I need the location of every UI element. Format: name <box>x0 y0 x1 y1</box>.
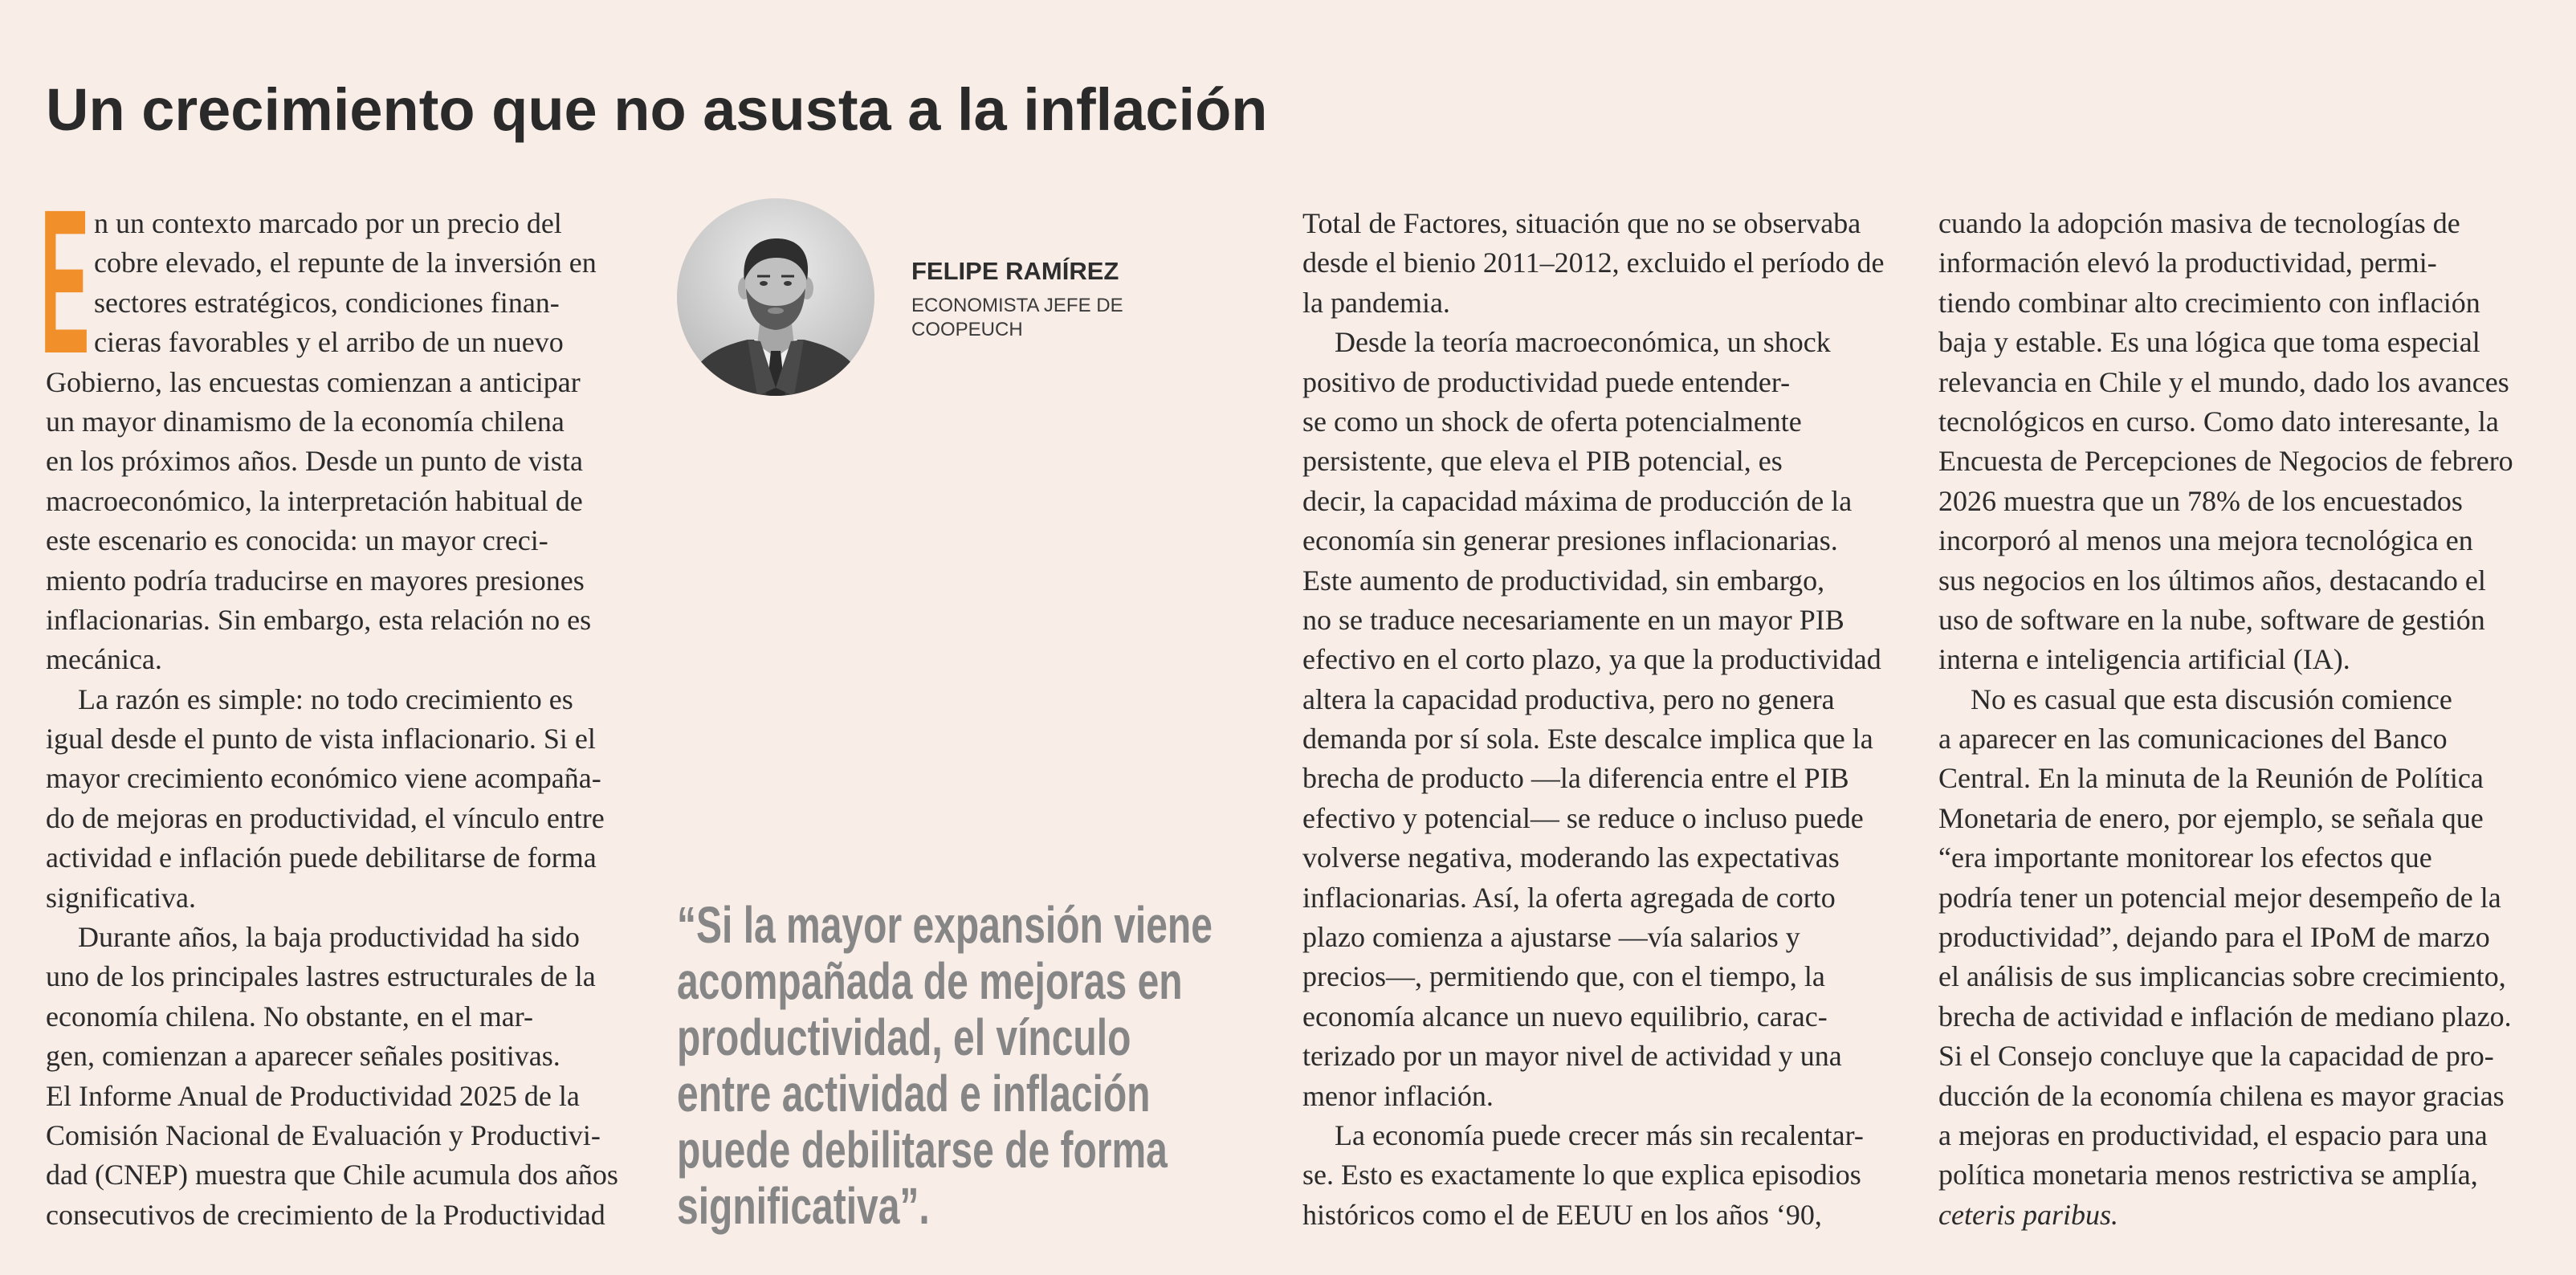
body-line: sus negocios en los últimos años, destacando el <box>1938 564 2486 597</box>
body-line: miento podría traducirse en mayores presiones <box>46 564 585 597</box>
body-line: efectivo en el corto plazo, ya que la productividad <box>1302 643 1881 676</box>
body-line: política monetaria menos restrictiva se amplía, <box>1938 1159 2478 1191</box>
body-line: no se traduce necesariamente en un mayor PIB <box>1302 603 1844 636</box>
body-line: tiendo combinar alto crecimiento con inflación <box>1938 286 2480 319</box>
body-line: relevancia en Chile y el mundo, dado los avances <box>1938 365 2509 398</box>
body-line: plazo comienza a ajustarse —vía salarios y <box>1302 921 1800 954</box>
body-paragraph <box>1938 680 2549 1235</box>
mouth <box>768 308 784 314</box>
body-line: “era importante monitorear los efectos que <box>1938 841 2432 874</box>
body-line: economía chilena. No obstante, en el mar- <box>46 1000 534 1033</box>
body-line: desde el bienio 2011–2012, excluido el período de <box>1302 246 1885 279</box>
body-paragraph <box>46 204 640 680</box>
body-line: demanda por sí sola. Este descalce implica que la <box>1302 723 1873 756</box>
body-line: históricos como el de EEUU en los años ‘90, <box>1302 1198 1822 1231</box>
body-line: uso de software en la nube, software de gestión <box>1938 603 2485 636</box>
pull-quote-line: puede debilitarse de forma <box>677 1121 1168 1179</box>
body-line: información elevó la productividad, permi- <box>1938 246 2437 279</box>
body-line: a aparecer en las comunicaciones del Banco <box>1938 723 2448 756</box>
pull-quote-line: significativa”. <box>677 1177 930 1235</box>
body-line: podría tener un potencial mejor desempeño de la <box>1938 881 2501 914</box>
body-line: macroeconómico, la interpretación habitual de <box>46 484 583 517</box>
author-portrait <box>677 198 874 396</box>
body-line: efectivo y potencial— se reduce o incluso puede <box>1302 801 1864 834</box>
body-line: La economía puede crecer más sin recalentar- <box>1335 1118 1864 1151</box>
author-role-line: ECONOMISTA JEFE DE <box>911 295 1123 316</box>
body-line: do de mejoras en productividad, el vínculo entre <box>46 801 605 834</box>
body-line: Gobierno, las encuestas comienzan a anticipar <box>46 365 581 398</box>
body-line: 2026 muestra que un 78% de los encuestados <box>1938 484 2463 517</box>
body-line: la pandemia. <box>1302 286 1450 319</box>
body-line: este escenario es conocida: un mayor creci- <box>46 524 548 557</box>
body-line: inflacionarias. Así, la oferta agregada de corto <box>1302 881 1836 914</box>
body-line: La razón es simple: no todo crecimiento es <box>78 682 573 715</box>
left-eye <box>760 281 768 286</box>
body-line: menor inflación. <box>1302 1079 1494 1112</box>
body-line: se como un shock de oferta potencialmente <box>1302 405 1802 438</box>
body-paragraph <box>46 918 640 1235</box>
body-line: el análisis de sus implicancias sobre crecimiento, <box>1938 960 2506 993</box>
body-line: incorporó al menos una mejora tecnológica en <box>1938 524 2473 557</box>
body-line: a mejoras en productividad, el espacio para una <box>1938 1118 2488 1151</box>
body-column-2 <box>1302 204 1913 1235</box>
body-line: mayor crecimiento económico viene acompaña- <box>46 762 601 795</box>
body-line: un mayor dinamismo de la economía chilena <box>46 405 565 438</box>
body-line: Desde la teoría macroeconómica, un shock <box>1335 326 1831 359</box>
body-line: productividad”, dejando para el IPoM de marzo <box>1938 921 2490 954</box>
body-paragraph <box>1302 323 1913 1116</box>
body-line: sectores estratégicos, condiciones finan- <box>94 286 560 319</box>
body-line: ducción de la economía chilena es mayor gracias <box>1938 1079 2505 1112</box>
body-line: cieras favorables y el arribo de un nuevo <box>94 326 564 359</box>
body-line: baja y estable. Es una lógica que toma especial <box>1938 326 2480 359</box>
body-line: brecha de actividad e inflación de mediano plazo. <box>1938 1000 2512 1033</box>
body-line: igual desde el punto de vista inflacionario. Si el <box>46 723 596 756</box>
body-line: tecnológicos en curso. Como dato interesante, la <box>1938 405 2499 438</box>
body-line: Este aumento de productividad, sin embargo, <box>1302 564 1825 597</box>
body-line: positivo de productividad puede entender- <box>1302 365 1791 398</box>
body-line: n un contexto marcado por un precio del <box>94 207 562 239</box>
body-line: No es casual que esta discusión comience <box>1971 682 2452 715</box>
body-line: mecánica. <box>46 643 162 676</box>
body-line: dad (CNEP) muestra que Chile acumula dos años <box>46 1159 618 1191</box>
body-line: Durante años, la baja productividad ha sido <box>78 921 580 954</box>
author-role <box>911 294 1123 342</box>
author-name: FELIPE RAMÍREZ <box>911 257 1119 285</box>
article-title: Un crecimiento que no asusta a la inflación <box>46 75 1268 143</box>
body-line: precios—, permitiendo que, con el tiempo, la <box>1302 960 1825 993</box>
body-paragraph <box>1302 204 1913 323</box>
body-line: Encuesta de Percepciones de Negocios de febrero <box>1938 445 2513 478</box>
pull-quote-line: productividad, el vínculo <box>677 1008 1131 1066</box>
pull-quote-line: entre actividad e inflación <box>677 1065 1151 1122</box>
pull-quote-line: “Si la mayor expansión viene <box>677 896 1213 954</box>
body-line: cobre elevado, el repunte de la inversión en <box>94 246 597 279</box>
body-paragraph <box>1302 1116 1913 1235</box>
author-photo <box>677 198 874 396</box>
body-line: persistente, que eleva el PIB potencial, es <box>1302 445 1783 478</box>
body-line: interna e inteligencia artificial (IA). <box>1938 643 2350 676</box>
body-column-1 <box>46 204 640 1235</box>
body-line: se. Esto es exactamente lo que explica episodios <box>1302 1159 1861 1191</box>
body-line: actividad e inflación puede debilitarse de forma <box>46 841 597 874</box>
body-line: economía sin generar presiones inflacionarias. <box>1302 524 1838 557</box>
body-line: brecha de producto —la diferencia entre el PIB <box>1302 762 1849 795</box>
body-line: uno de los principales lastres estructurales de la <box>46 960 596 993</box>
body-line: economía alcance un nuevo equilibrio, carac- <box>1302 1000 1828 1033</box>
body-line: Total de Factores, situación que no se observaba <box>1302 207 1861 239</box>
body-line: Monetaria de enero, por ejemplo, se señala que <box>1938 801 2484 834</box>
body-line: Comisión Nacional de Evaluación y Productivi- <box>46 1118 601 1151</box>
body-line: decir, la capacidad máxima de producción de la <box>1302 484 1853 517</box>
drop-cap: E <box>40 167 90 397</box>
body-line: en los próximos años. Desde un punto de vista <box>46 445 583 478</box>
pull-quote <box>677 897 1213 1234</box>
body-paragraph <box>46 680 640 918</box>
body-line: Si el Consejo concluye que la capacidad de pro- <box>1938 1040 2494 1073</box>
body-line: significativa. <box>46 881 196 914</box>
pull-quote-line: acompañada de mejoras en <box>677 952 1183 1010</box>
body-line: altera la capacidad productiva, pero no genera <box>1302 682 1835 715</box>
body-line: inflacionarias. Sin embargo, esta relación no es <box>46 603 592 636</box>
body-column-3 <box>1938 204 2549 1235</box>
body-line: consecutivos de crecimiento de la Productividad <box>46 1198 605 1231</box>
body-line: terizado por un mayor nivel de actividad y una <box>1302 1040 1842 1073</box>
body-line: El Informe Anual de Productividad 2025 de la <box>46 1079 580 1112</box>
body-line: volverse negativa, moderando las expectativas <box>1302 841 1840 874</box>
body-line: gen, comienzan a aparecer señales positivas. <box>46 1040 560 1073</box>
body-line: ceteris paribus. <box>1938 1198 2118 1231</box>
body-paragraph <box>1938 204 2549 680</box>
body-line: cuando la adopción masiva de tecnologías de <box>1938 207 2460 239</box>
right-eye <box>784 281 792 286</box>
author-role-line: COOPEUCH <box>911 319 1023 340</box>
body-line: Central. En la minuta de la Reunión de Política <box>1938 762 2484 795</box>
